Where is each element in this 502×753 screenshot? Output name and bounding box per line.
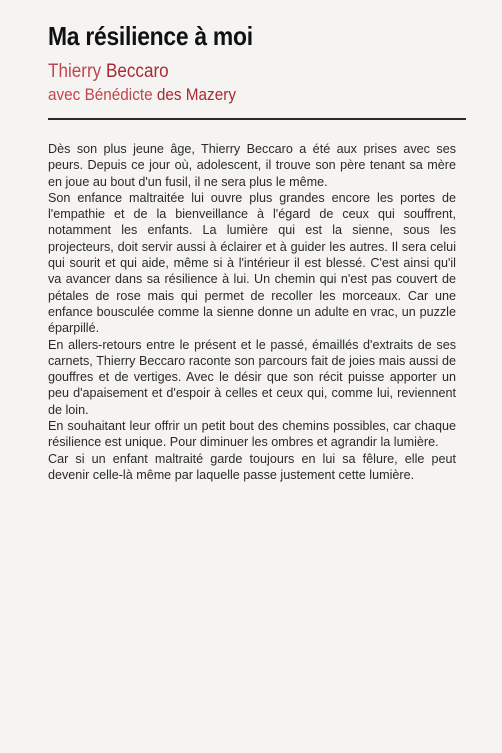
author-line	[48, 60, 421, 84]
coauthor-prefix: avec Bénédicte	[48, 85, 153, 104]
coauthor-last-name: des Mazery	[156, 85, 236, 104]
coauthor-line	[48, 84, 421, 106]
blurb-text	[48, 141, 456, 483]
book-title: Ma résilience à moi	[48, 21, 253, 51]
paragraph: En allers-retours entre le présent et le passé, émaillés d'extraits de ses carnets, Thierry Beccaro raconte son parcours fait de joies mais aussi de gouffres et de vertiges. Avec le désir que son récit puisse apporter un peu d'apaisement et d'espoir à celles et ceux qui, comme lui, reviennent de loin.	[48, 337, 456, 417]
author-last-name: Beccaro	[105, 61, 169, 82]
paragraph: Son enfance maltraitée lui ouvre plus grandes encore les portes de l'empathie et de la bienveillance à l'égard de ceux qui souffrent, notamment les enfants. La lumière qui est la sienne, sous les projecteurs, doit servir aussi à éclairer et à guider les autres. Il sera celui qui sourit et qui aide, même si à l'intérieur il est blessé. C'est ainsi qu'il va avancer dans sa résilience à lui. Un chemin qui n'est pas couvert de pétales de rose mais qui permet de recoller les morceaux. Car une enfance bousculée comme la sienne donne un adulte en vrac, un puzzle éparpillé.	[48, 190, 456, 336]
divider-rule	[48, 118, 466, 120]
paragraph: Dès son plus jeune âge, Thierry Beccaro a été aux prises avec ses peurs. Depuis ce jour où, adolescent, il trouve son père tenant sa mère en joue au bout d'un fusil, il ne sera plus le même.	[48, 142, 456, 189]
authors-block	[48, 60, 421, 106]
paragraph: Car si un enfant maltraité garde toujours en lui sa fêlure, elle peut devenir celle-là même par laquelle passe justement cette lumière.	[48, 451, 456, 482]
author-first-name: Thierry	[48, 61, 102, 82]
paragraph: En souhaitant leur offrir un petit bout des chemins possibles, car chaque résilience est unique. Pour diminuer les ombres et agrandir la lumière.	[48, 419, 456, 450]
